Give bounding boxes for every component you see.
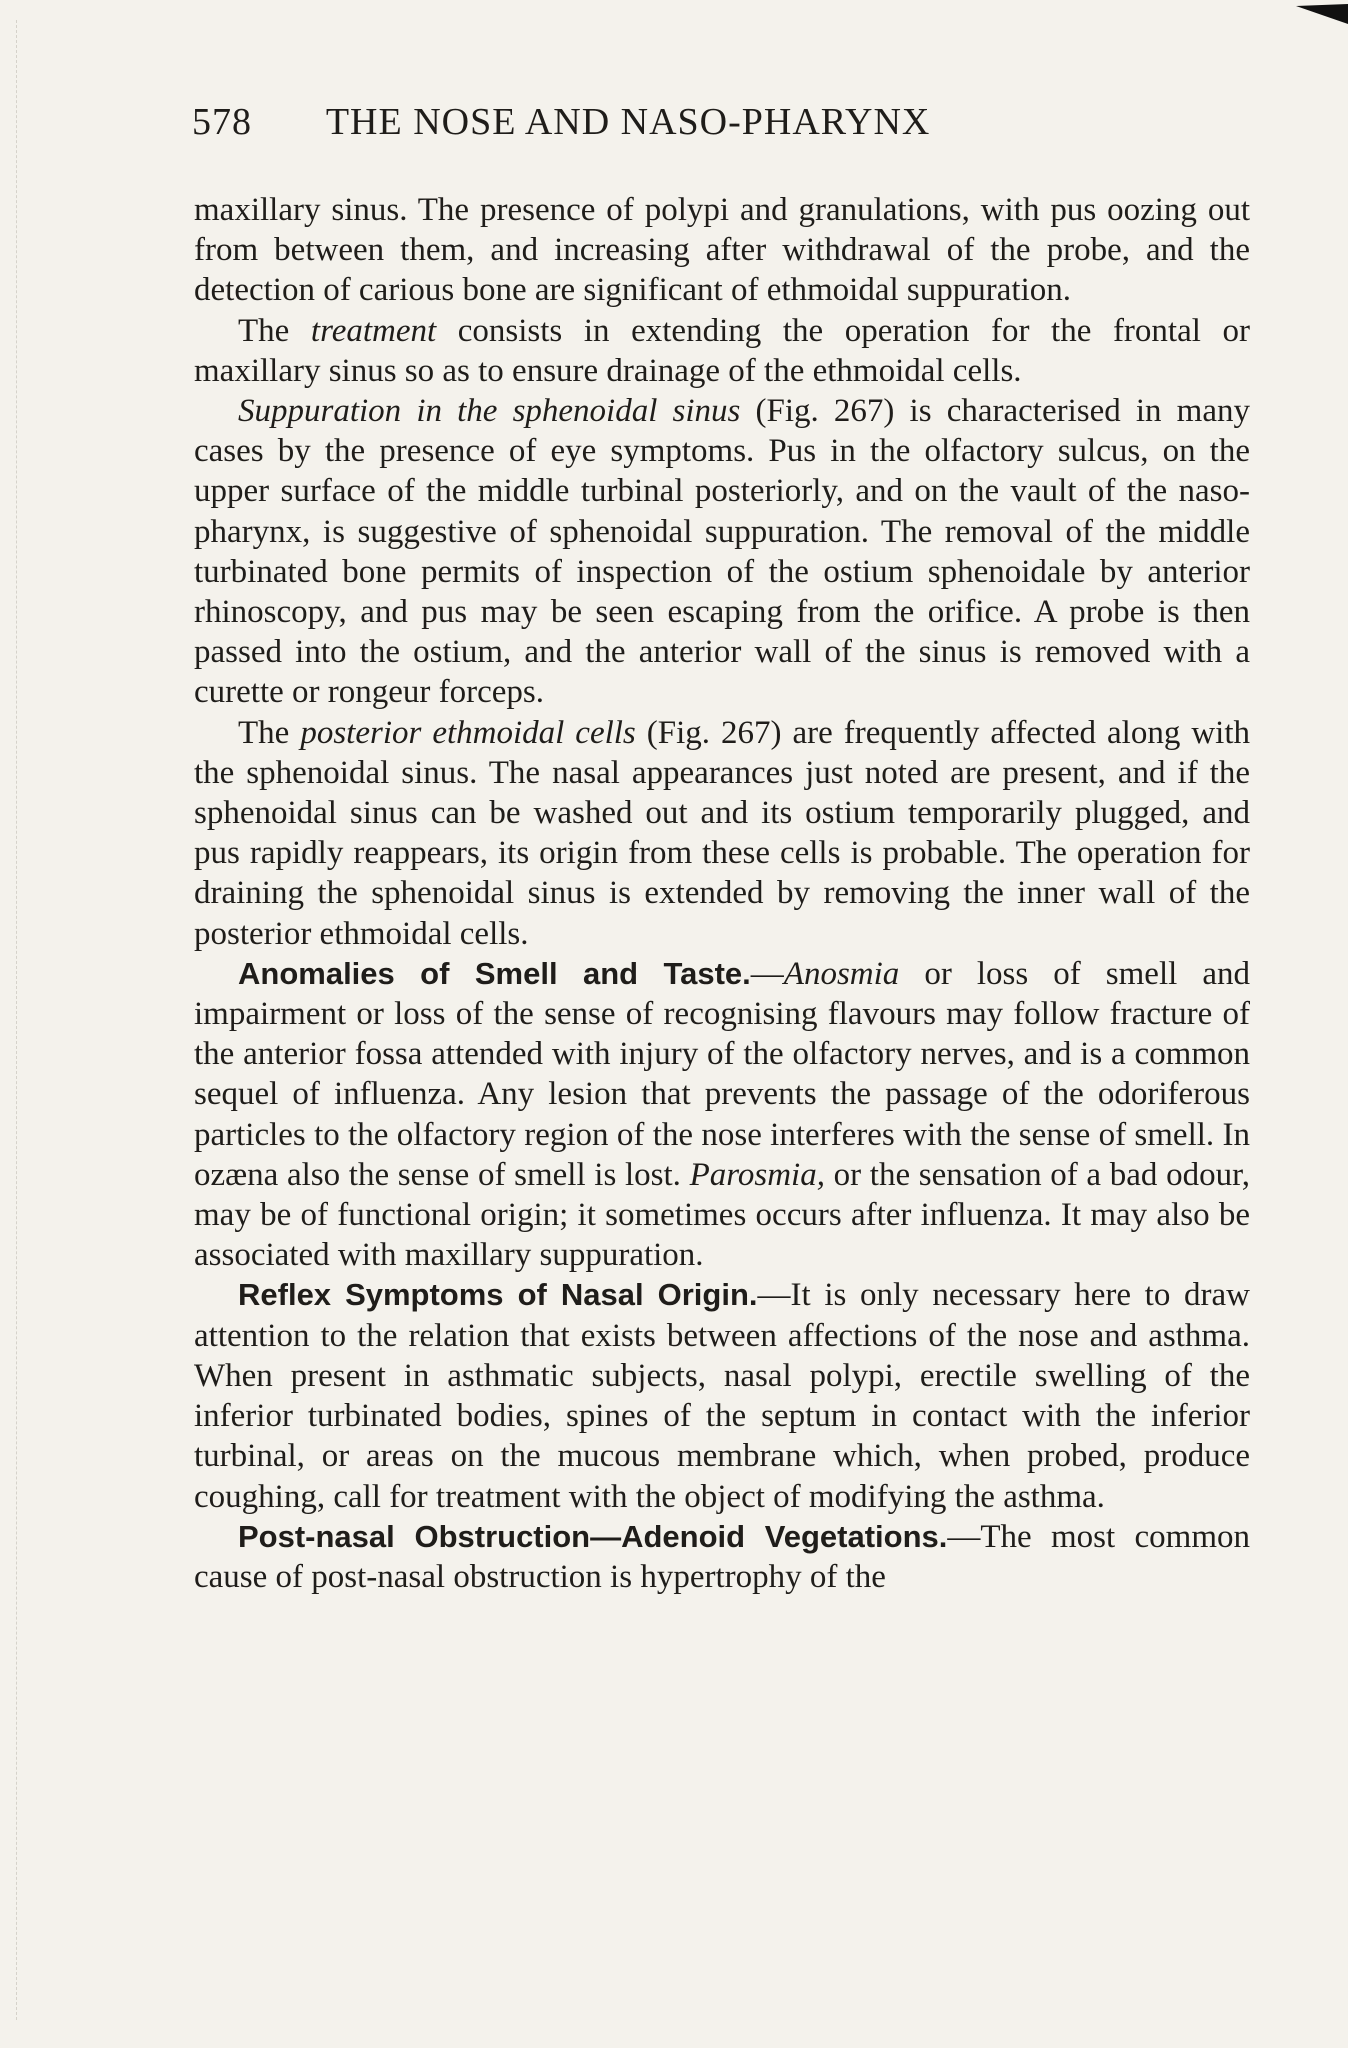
paragraph-ethmoidal-end	[194, 190, 1250, 311]
text-run: The	[238, 312, 311, 349]
section-heading: Post-nasal Obstruction—Adenoid Vegetations.	[238, 1518, 948, 1554]
paragraph-post-nasal	[194, 1517, 1250, 1597]
text-run: consists in extending the operation for the frontal or maxillary sinus so as to ensure drainage of the ethmoidal cells.	[194, 312, 1250, 389]
paragraph-reflex-symptoms	[194, 1275, 1250, 1516]
italic-term: Parosmia,	[689, 1156, 825, 1193]
section-heading: Anomalies of Smell and Taste.	[238, 955, 751, 991]
section-heading: Reflex Symptoms of Nasal Origin.	[238, 1277, 758, 1313]
paragraph-anomalies-smell	[194, 954, 1250, 1276]
text-run: (Fig. 267) is characterised in many cases by the presence of eye symptoms. Pus in the olfactory sulcus, on the upper surface of the middle turbinal posteriorly, and on the vault of the naso-pharynx, is suggestive of sphenoidal suppuration. The removal of the middle turbinated bone permits of inspection of the ostium sphenoidale by anterior rhinoscopy, and pus may be seen escaping from the orifice. A probe is then passed into the ostium, and the anterior wall of the sinus is removed with a curette or rongeur forceps.	[194, 393, 1250, 711]
page-number: 578	[192, 101, 252, 143]
text-run: —It is only necessary here to draw attention to the relation that exists between affections of the nose and asthma. When present in asthmatic subjects, nasal polypi, erectile swelling of the inferior turbinated bodies, spines of the septum in contact with the inferior turbinal, or areas on the mucous membrane which, when probed, produce coughing, call for treatment with the object of modifying the asthma.	[194, 1277, 1250, 1515]
text-run: (Fig. 267) are frequently affected along with the sphenoidal sinus. The nasal appearances just noted are present, and if the sphenoidal sinus can be washed out and its ostium temporarily plugged, and pus rapidly reappears, its origin from these cells is probable. The operation for draining the sphenoidal sinus is extended by removing the inner wall of the posterior ethmoidal cells.	[194, 714, 1251, 952]
text-run: maxillary sinus. The presence of polypi and granulations, with pus oozing out from between them, and increasing after withdrawal of the probe, and the detection of carious bone are significant of ethmoidal suppuration.	[194, 192, 1250, 309]
text-run: —The most common cause of post-nasal obstruction is hypertrophy of the	[194, 1518, 1250, 1595]
text-run: The	[238, 714, 301, 751]
running-header	[192, 100, 1092, 144]
italic-term: posterior ethmoidal cells	[300, 714, 636, 751]
corner-scan-mark	[1296, 4, 1348, 24]
text-run: or loss of smell and impairment or loss of the sense of recognising flavours may follow fracture of the anterior fossa attended with injury of the olfactory nerves, and is a common sequel of influenza. Any lesion that prevents the passage of the odoriferous particles to the olfactory region of the nose interferes with the sense of smell. In ozæna also the sense of smell is lost.	[194, 955, 1250, 1193]
italic-term: Suppuration in the sphenoidal sinus	[238, 393, 741, 430]
italic-term: treatment	[310, 312, 437, 349]
text-run: —	[750, 955, 784, 992]
body-text	[194, 190, 1250, 1597]
margin-scan-marks	[16, 20, 21, 2020]
paragraph-posterior-ethmoidal	[194, 713, 1250, 954]
text-run: or the sensation of a bad odour, may be of functional origin; it sometimes occurs after influenza. It may also be associated with maxillary suppuration.	[194, 1156, 1250, 1274]
paragraph-sphenoidal	[194, 391, 1250, 713]
running-title: THE NOSE AND NASO-PHARYNX	[325, 101, 931, 143]
paragraph-treatment	[194, 311, 1250, 391]
italic-term: Anosmia	[783, 955, 900, 992]
